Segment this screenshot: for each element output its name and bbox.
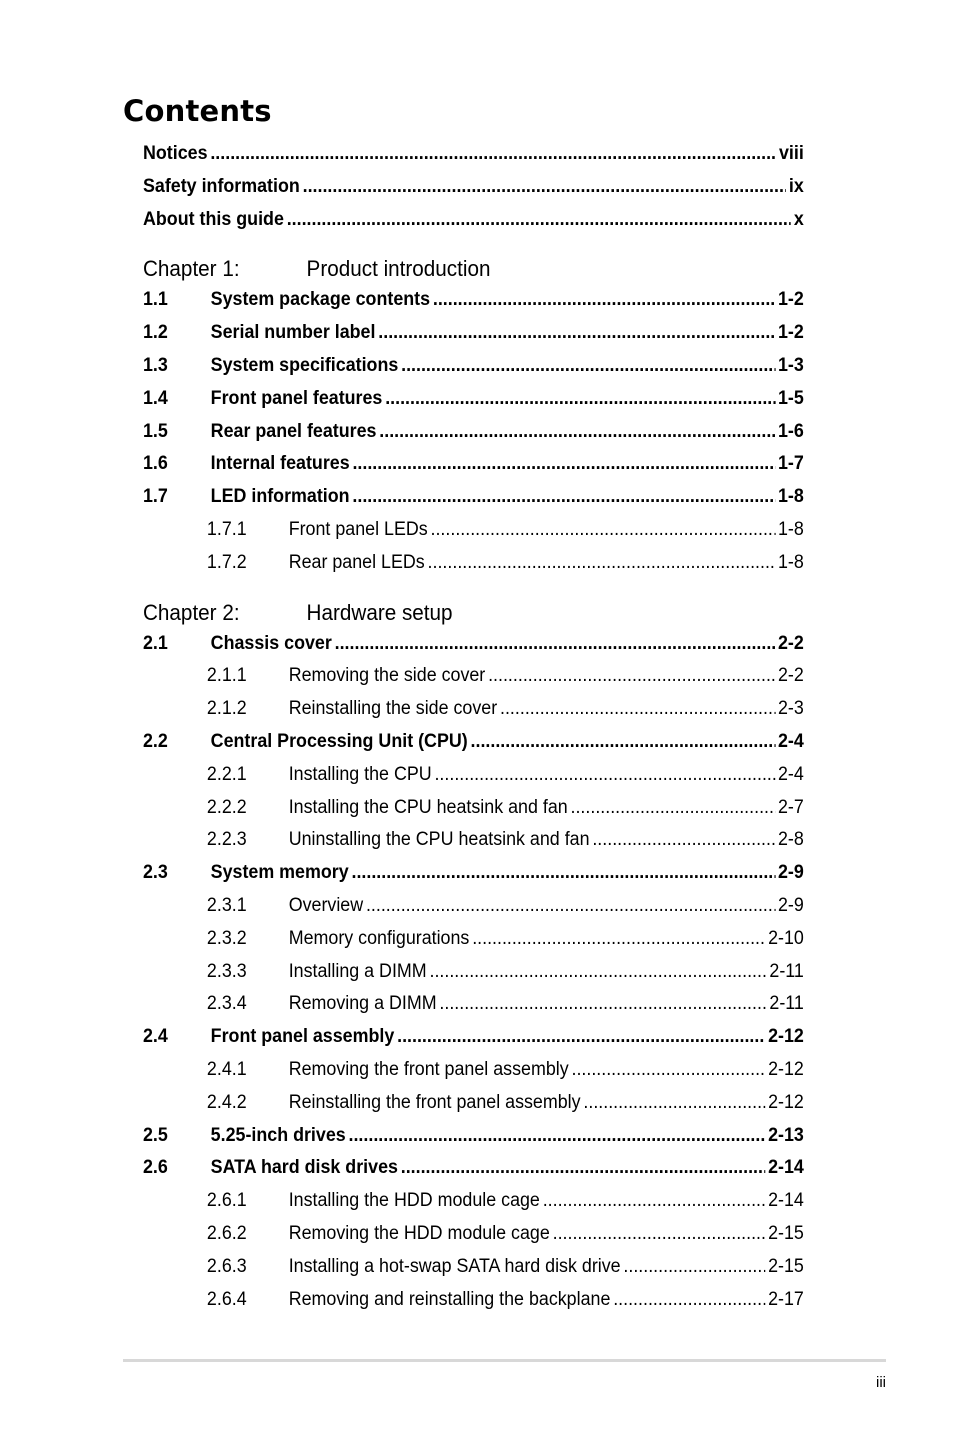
footer-page-number: iii: [876, 1374, 886, 1391]
toc-entry-number: 2.6.3: [206, 1255, 247, 1277]
toc-entry-page: 1-3: [777, 354, 804, 376]
toc-subsection-row[interactable]: [143, 519, 804, 552]
toc-entry-title: Central Processing Unit (CPU): [210, 730, 468, 752]
toc-entry-page: ix: [788, 175, 804, 197]
toc-entry-title: Installing the CPU: [288, 763, 432, 785]
toc-entry-number: 1.4: [143, 387, 168, 409]
toc-entry-number: 2.3.1: [206, 894, 247, 916]
toc-entry-title: Chassis cover: [210, 632, 332, 654]
toc-entry-page: 2-14: [768, 1190, 804, 1212]
toc-entry-page: 2-4: [777, 763, 804, 785]
dot-leader: [378, 322, 775, 344]
toc-entry-number: 1.5: [143, 420, 168, 442]
chapter-title: Hardware setup: [306, 599, 453, 625]
dot-leader: [429, 961, 766, 983]
toc-entry-page: 2-12: [768, 1091, 804, 1113]
toc-entry-number: 2.6: [143, 1157, 168, 1179]
toc-entry-number: 2.3: [143, 862, 168, 884]
dot-leader: [428, 552, 776, 574]
toc-entry-page: 2-3: [777, 698, 804, 720]
dot-leader: [553, 1223, 766, 1245]
dot-leader: [287, 209, 791, 231]
toc-entry-number: 2.6.1: [206, 1190, 247, 1212]
toc-entry-title: Installing a DIMM: [288, 960, 427, 982]
toc-subsection-row[interactable]: [143, 895, 804, 928]
toc-entry-page: 2-12: [768, 1026, 804, 1048]
toc-section-row[interactable]: [143, 289, 804, 322]
toc-section-row[interactable]: [143, 1026, 804, 1059]
toc-entry-page: 1-2: [777, 289, 804, 311]
toc-section-row[interactable]: [143, 453, 804, 486]
toc-entry-page: 2-4: [777, 730, 804, 752]
dot-leader: [471, 731, 776, 753]
dot-leader: [303, 176, 786, 198]
toc-subsection-row[interactable]: [143, 764, 804, 797]
spacer: [143, 585, 804, 593]
dot-leader: [571, 1059, 765, 1081]
dot-leader: [335, 633, 776, 655]
dot-leader: [592, 829, 775, 851]
toc-entry-title: Removing the HDD module cage: [288, 1222, 550, 1244]
toc-subsection-row[interactable]: [143, 1059, 804, 1092]
page-title: Contents: [123, 94, 272, 128]
toc-subsection-row[interactable]: [143, 928, 804, 961]
toc-entry-page: 1-5: [777, 387, 804, 409]
toc-entry-number: 2.2: [143, 730, 168, 752]
toc-entry-title: Front panel assembly: [210, 1026, 395, 1048]
toc-entry-number: 2.6.2: [206, 1222, 247, 1244]
toc-entry-page: 2-8: [777, 829, 804, 851]
toc-entry-number: 2.4.2: [206, 1091, 247, 1113]
toc-entry-number: 2.1: [143, 632, 168, 654]
toc-entry-page: 1-8: [777, 486, 804, 508]
toc-entry-number: 2.2.2: [206, 796, 247, 818]
toc-subsection-row[interactable]: [143, 829, 804, 862]
toc-entry-number: 2.6.4: [206, 1288, 247, 1310]
toc-entry-page: x: [793, 208, 804, 230]
toc-entry-page: 2-17: [768, 1288, 804, 1310]
dot-leader: [385, 388, 775, 410]
toc-entry-title: Removing the front panel assembly: [288, 1058, 569, 1080]
dot-leader: [543, 1190, 766, 1212]
toc-subsection-row[interactable]: [143, 961, 804, 994]
toc-entry-page: 1-7: [777, 453, 804, 475]
toc-entry-number: 1.7.1: [206, 518, 247, 540]
toc-entry-page: 2-2: [777, 665, 804, 687]
toc-entry-number: 2.3.3: [206, 960, 247, 982]
toc-entry-page: 2-11: [769, 960, 804, 982]
chapter-label: Chapter 2:: [143, 599, 240, 625]
toc-entry-number: 2.3.4: [206, 993, 247, 1015]
toc-section-row[interactable]: [143, 486, 804, 519]
toc-entry-title: Installing a hot-swap SATA hard disk drive: [288, 1255, 621, 1277]
chapter-heading[interactable]: [143, 593, 764, 633]
toc-entry-title: Reinstalling the side cover: [288, 698, 498, 720]
dot-leader: [472, 928, 765, 950]
toc-entry-title: SATA hard disk drives: [210, 1157, 398, 1179]
toc-entry-page: 2-9: [777, 894, 804, 916]
toc-entry-number: 1.2: [143, 322, 168, 344]
toc-entry-number: 2.3.2: [206, 927, 247, 949]
dot-leader: [431, 519, 776, 541]
toc-section-row[interactable]: [143, 355, 804, 388]
dot-leader: [488, 665, 775, 687]
toc-entry-page: 2-7: [777, 796, 804, 818]
dot-leader: [379, 421, 775, 443]
toc-entry-page: 2-11: [769, 993, 804, 1015]
toc-subsection-row[interactable]: [143, 1092, 804, 1125]
toc-entry-title: Notices: [143, 143, 208, 164]
toc-entry-title: Removing and reinstalling the backplane: [288, 1288, 611, 1310]
dot-leader: [401, 355, 775, 377]
dot-leader: [433, 289, 775, 311]
toc-entry-title: Rear panel features: [210, 420, 377, 442]
front-matter: [143, 143, 804, 241]
dot-leader: [352, 486, 775, 508]
toc-subsection-row[interactable]: [143, 797, 804, 830]
toc-entry-number: 2.1.1: [206, 665, 247, 687]
toc-entry-page: 2-15: [768, 1222, 804, 1244]
toc-entry-page: 1-2: [777, 322, 804, 344]
toc-subsection-row[interactable]: [143, 698, 804, 731]
chapters: [143, 241, 804, 1321]
dot-leader: [583, 1092, 765, 1114]
toc-section-row[interactable]: [143, 388, 804, 421]
toc-entry-number: 1.1: [143, 289, 168, 311]
toc-entry-number: 2.2.3: [206, 829, 247, 851]
toc-entry-title: 5.25-inch drives: [210, 1124, 346, 1146]
toc-subsection-row[interactable]: [143, 1256, 804, 1289]
toc-section-row[interactable]: [143, 421, 804, 454]
toc-entry-page: 2-2: [777, 632, 804, 654]
dot-leader: [613, 1289, 765, 1311]
toc-entry-number: 2.4: [143, 1026, 168, 1048]
toc-section-row[interactable]: [143, 731, 804, 764]
toc-section-row[interactable]: [143, 322, 804, 355]
toc-entry-number: 2.5: [143, 1124, 168, 1146]
toc-section-row[interactable]: [143, 1125, 804, 1158]
toc-entry-number: 2.1.2: [206, 698, 247, 720]
toc-subsection-row[interactable]: [143, 552, 804, 585]
dot-leader: [349, 1125, 766, 1147]
dot-leader: [351, 862, 775, 884]
toc-entry-title: Installing the CPU heatsink and fan: [288, 796, 568, 818]
toc-entry-page: 2-15: [768, 1255, 804, 1277]
toc-entry-page: 2-12: [768, 1058, 804, 1080]
toc-subsection-row[interactable]: [143, 993, 804, 1026]
dot-leader: [352, 453, 775, 475]
dot-leader: [571, 797, 776, 819]
toc-entry-page: 2-14: [768, 1157, 804, 1179]
toc-entry-title: LED information: [210, 486, 350, 508]
toc-entry-title: Overview: [288, 894, 364, 916]
toc-entry-number: 2.2.1: [206, 763, 247, 785]
toc-entry-page: 2-13: [768, 1124, 804, 1146]
toc-entry-title: Memory configurations: [288, 927, 470, 949]
chapter-heading[interactable]: [143, 249, 764, 289]
toc-section-row[interactable]: [143, 862, 804, 895]
toc-entry-number: 2.4.1: [206, 1058, 247, 1080]
toc-subsection-row[interactable]: [143, 1223, 804, 1256]
toc-entry-title: Removing a DIMM: [288, 993, 437, 1015]
toc-entry-number: 1.7: [143, 486, 168, 508]
toc-entry-page: 1-8: [777, 518, 804, 540]
chapter-label: Chapter 1:: [143, 256, 240, 282]
toc-row-notices[interactable]: [143, 143, 804, 176]
table-of-contents: [143, 143, 804, 1321]
spacer: [143, 241, 804, 249]
dot-leader: [210, 143, 776, 165]
toc-entry-number: 1.6: [143, 453, 168, 475]
toc-entry-title: System memory: [210, 862, 349, 884]
dot-leader: [623, 1256, 765, 1278]
toc-subsection-row[interactable]: [143, 665, 804, 698]
toc-entry-title: Front panel LEDs: [288, 518, 428, 540]
chapter-title: Product introduction: [306, 256, 491, 282]
toc-row-about-this-guide[interactable]: [143, 209, 804, 242]
dot-leader: [401, 1157, 765, 1179]
toc-entry-title: About this guide: [143, 208, 284, 230]
toc-entry-title: Safety information: [143, 175, 300, 197]
dot-leader: [366, 895, 775, 917]
toc-entry-title: Removing the side cover: [288, 665, 486, 687]
toc-entry-title: System specifications: [210, 354, 399, 376]
dot-leader: [439, 993, 766, 1015]
toc-entry-title: Serial number label: [210, 322, 376, 344]
toc-entry-title: Uninstalling the CPU heatsink and fan: [288, 829, 590, 851]
dot-leader: [397, 1026, 765, 1048]
toc-entry-number: 1.7.2: [206, 551, 247, 573]
toc-subsection-row[interactable]: [143, 1289, 804, 1322]
toc-entry-title: Reinstalling the front panel assembly: [288, 1091, 581, 1113]
toc-entry-page: 2-10: [768, 927, 804, 949]
footer-divider: [123, 1359, 886, 1362]
toc-subsection-row[interactable]: [143, 1190, 804, 1223]
toc-entry-title: Installing the HDD module cage: [288, 1190, 540, 1212]
toc-section-row[interactable]: [143, 1157, 804, 1190]
toc-entry-title: Internal features: [210, 453, 350, 475]
toc-entry-page: 1-6: [777, 420, 804, 442]
dot-leader: [434, 764, 775, 786]
toc-entry-page: 2-9: [777, 862, 804, 884]
toc-entry-page: 1-8: [777, 551, 804, 573]
toc-entry-title: Front panel features: [210, 387, 383, 409]
toc-entry-title: System package contents: [210, 289, 431, 311]
dot-leader: [500, 698, 775, 720]
toc-row-safety-information[interactable]: [143, 176, 804, 209]
toc-entry-page: viii: [778, 143, 804, 164]
toc-entry-title: Rear panel LEDs: [288, 551, 425, 573]
toc-section-row[interactable]: [143, 633, 804, 666]
toc-entry-number: 1.3: [143, 354, 168, 376]
